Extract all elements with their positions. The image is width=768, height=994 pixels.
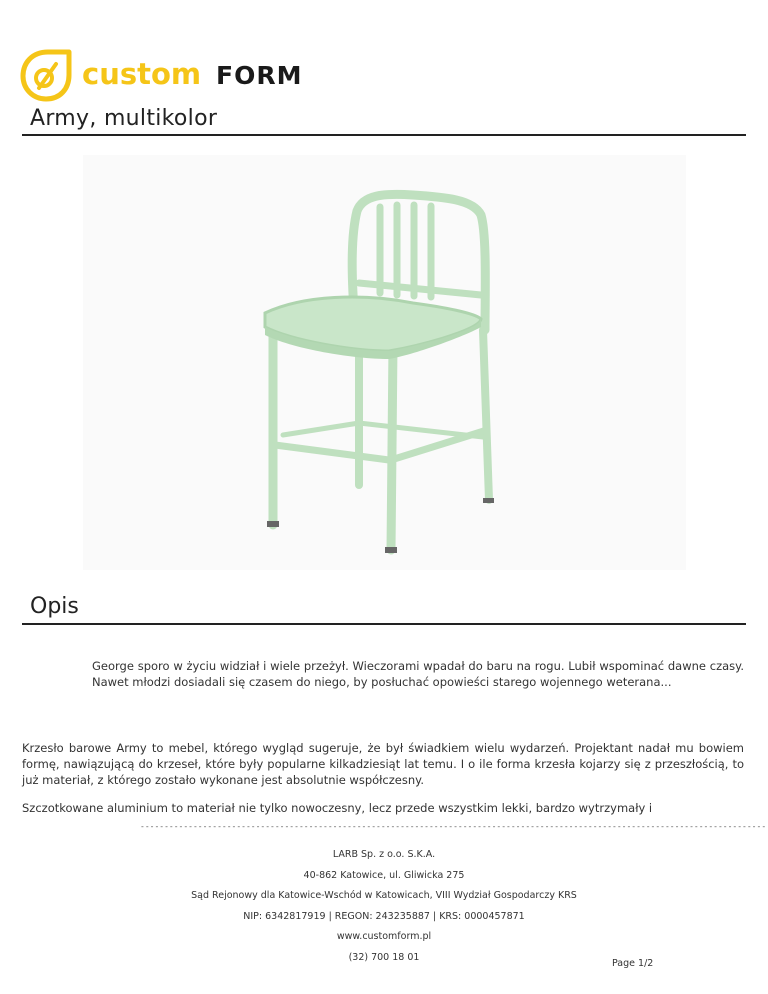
logo-text-form: form	[216, 61, 303, 90]
logo-text-custom: custom	[82, 57, 202, 91]
description-divider	[22, 623, 746, 625]
footer-phone: (32) 700 18 01	[348, 951, 420, 963]
title-divider	[22, 134, 746, 136]
footer-separator: ----------------------------------------------------------------------------------------------------------------------------------	[140, 822, 767, 831]
footer-website-link[interactable]: www.customform.pl	[336, 931, 432, 942]
footer-address: 40-862 Katowice, ul. Gliwicka 275	[303, 869, 465, 881]
page-number: Page 1/2	[612, 958, 654, 969]
description-quote: George sporo w życiu widział i wiele przeżył. Wieczorami wpadał do baru na rogu. Lubił wspominać dawne czasy. Nawet młodzi dosiadali się czasem do niego, by posłuchać opowieści starego wojennego weterana...	[92, 659, 744, 689]
footer-company-name: LARB Sp. z o.o. S.K.A.	[332, 849, 436, 860]
customform-logo[interactable]	[20, 48, 310, 104]
description-paragraph: Krzesło barowe Army to mebel, którego wygląd sugeruje, że był świadkiem wielu wydarzeń. Projektant nadał mu bowiem formę, nawiązującą do krzeseł, które były popularne kilkadziesiąt lat temu. I o ile forma krzesła kojarzy się z przeszłością, to już materiał, z którego zostało wykonane jest absolutnie współczesny.	[22, 741, 744, 787]
product-image-bar-chair	[83, 155, 686, 570]
description-paragraph: Szczotkowane aluminium to materiał nie tylko nowoczesny, lecz przede wszystkim lekki, bardzo wytrzymały i	[22, 801, 653, 815]
footer-company-info	[0, 845, 768, 968]
product-title: Army, multikolor	[30, 106, 218, 131]
footer-tax-ids: NIP: 6342817919 | REGON: 243235887 | KRS: 0000457871	[243, 910, 525, 922]
footer-court-registry: Sąd Rejonowy dla Katowice-Wschód w Katowicach, VIII Wydział Gospodarczy KRS	[191, 890, 577, 901]
description-heading: Opis	[30, 594, 79, 619]
